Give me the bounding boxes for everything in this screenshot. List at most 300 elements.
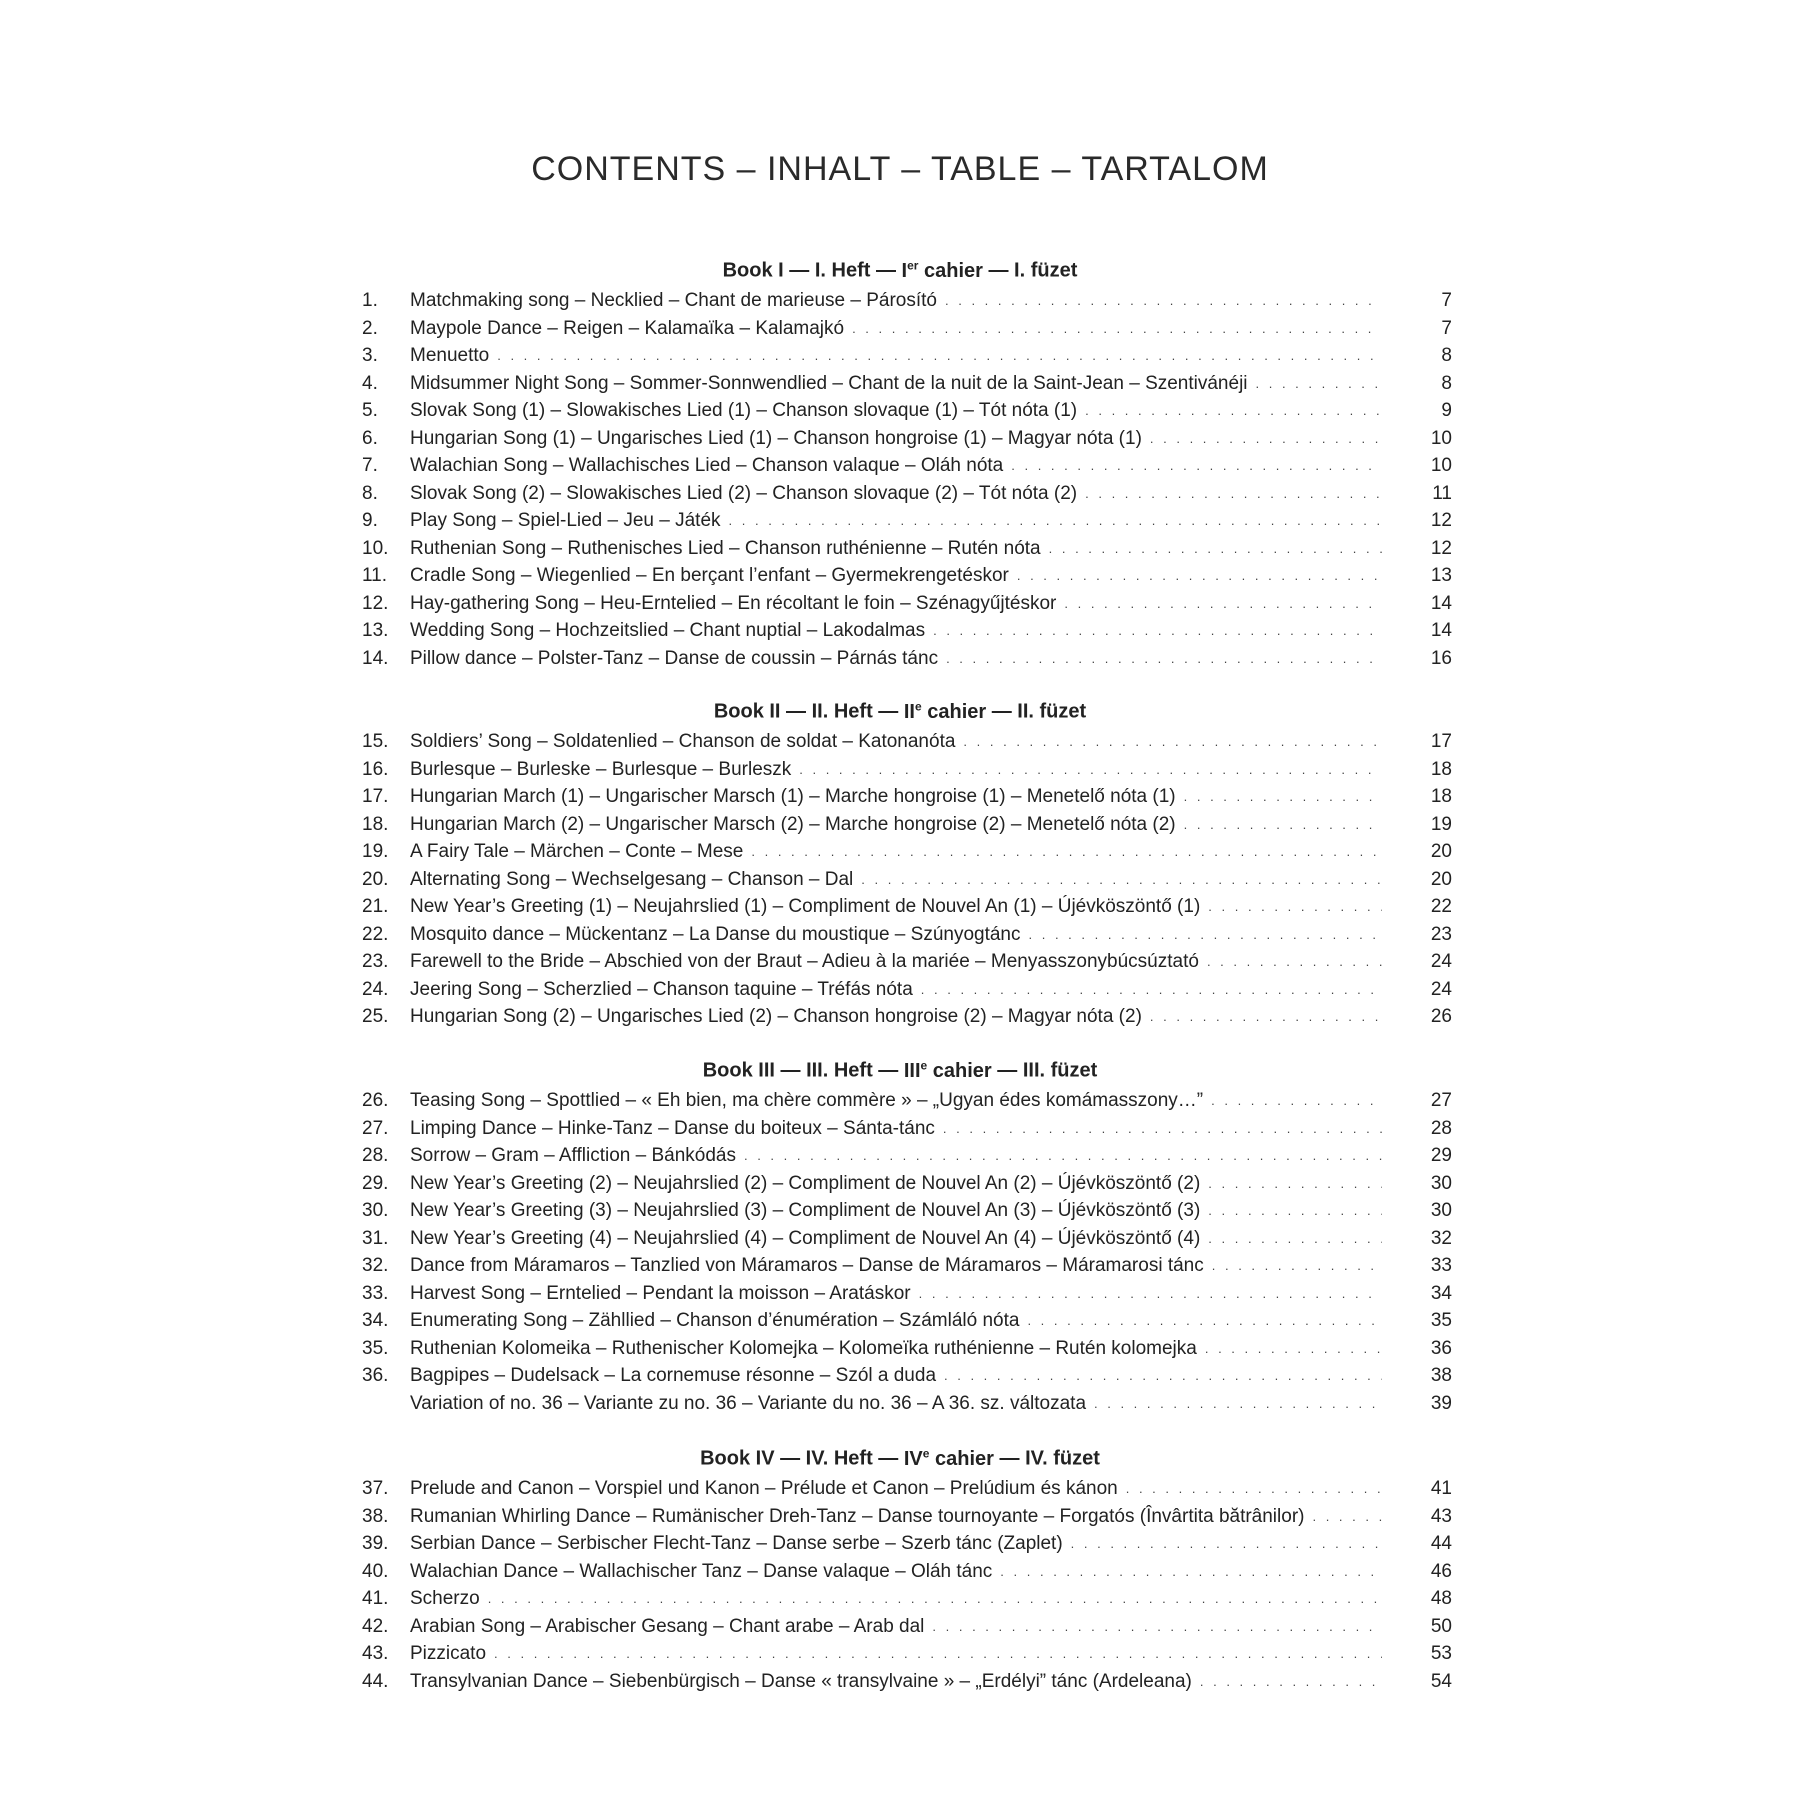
entry-title-line [410,1668,1382,1696]
book-heading-sep: — [988,259,1009,282]
entry-page-number: 12 [1430,510,1452,531]
entry-title: Serbian Dance – Serbischer Flecht-Tanz – Danse serbe – Szerb tánc (Zaplet) [410,1530,1071,1558]
book-heading-sep: — [878,700,899,723]
dot-leader [963,728,1382,756]
dot-leader [1211,1087,1382,1115]
contents-entry[interactable] [362,425,1452,453]
entry-number: 41. [362,1588,389,1609]
entry-title: Hungarian March (1) – Ungarischer Marsch (1) – Marche hongroise (1) – Menetelő nóta (1) [410,783,1184,811]
entry-number: 24. [362,978,389,1000]
dot-leader [1071,1530,1382,1558]
contents-entry[interactable] [362,1335,1452,1363]
book-heading-book: Book II [713,700,781,723]
dot-leader [1000,1558,1382,1586]
entry-title: Teasing Song – Spottlied – « Eh bien, ma chère commère » – „Ugyan édes komámasszony…” [410,1087,1211,1115]
dot-leader [919,1280,1382,1308]
dot-leader [933,617,1382,645]
contents-entry[interactable] [362,617,1452,645]
contents-entry[interactable] [362,1475,1452,1503]
dot-leader [943,1115,1382,1143]
entry-number: 13. [362,620,389,641]
entry-number: 30. [362,1200,389,1221]
entry-title: Mosquito dance – Mückentanz – La Danse du moustique – Szúnyogtánc [410,921,1029,949]
entry-page-number: 38 [1430,1365,1452,1386]
entry-title-line [410,535,1382,563]
contents-entry[interactable] [362,838,1452,866]
entry-number: 2. [362,317,378,339]
entry-title: Hay-gathering Song – Heu-Erntelied – En récoltant le foin – Szénagyűjtéskor [410,590,1064,618]
cahier-word: cahier [921,700,987,723]
entry-number: 11. [362,565,388,586]
entry-page-number: 26 [1430,1006,1452,1027]
entry-number: 35. [362,1337,389,1359]
entry-number: 8. [362,482,378,504]
entry-page-number: 36 [1430,1337,1452,1359]
entry-title: Hungarian Song (2) – Ungarisches Lied (2) – Chanson hongroise (2) – Magyar nóta (2) [410,1003,1150,1031]
page-title: CONTENTS – INHALT – TABLE – TARTALOM [531,150,1269,188]
dot-leader [1150,1003,1382,1031]
entry-page-number: 30 [1430,1200,1452,1221]
entry-number: 18. [362,813,389,835]
entry-page-number: 10 [1430,455,1452,476]
entry-page-number: 35 [1430,1310,1452,1331]
dot-leader [1085,480,1382,508]
entry-title: Pillow dance – Polster-Tanz – Danse de coussin – Párnás tánc [410,645,946,673]
entry-title: Farewell to the Bride – Abschied von der Braut – Adieu à la mariée – Menyasszonybúcsúztató [410,948,1207,976]
book-heading-sep: — [991,700,1012,723]
entry-title-line [410,617,1382,645]
entry-number: 5. [362,400,378,421]
entry-title: Scherzo [410,1585,488,1613]
contents-entry[interactable] [362,1530,1452,1558]
entry-title-line [410,1362,1382,1390]
contents-entry[interactable] [362,315,1452,343]
dot-leader [1126,1475,1382,1503]
contents-entry[interactable] [362,590,1452,618]
entry-title-line [410,645,1382,673]
entry-title-line [410,921,1382,949]
dot-leader [497,342,1382,370]
entry-page-number: 9 [1441,400,1452,421]
entry-title: Maypole Dance – Reigen – Kalamaïka – Kalamajkó [410,315,852,343]
dot-leader [488,1585,1382,1613]
book-entry-list [362,728,1452,1031]
entry-title: Matchmaking song – Necklied – Chant de marieuse – Párosító [410,287,945,315]
entry-page-number: 28 [1430,1117,1452,1139]
dot-leader [1011,452,1382,480]
entry-title: Alternating Song – Wechselgesang – Chanson – Dal [410,866,861,894]
entry-title: Prelude and Canon – Vorspiel und Kanon – Prélude et Canon – Prelúdium és kánon [410,1475,1126,1503]
contents-entry[interactable] [362,397,1452,425]
entry-title-line [410,1585,1382,1613]
entry-number: 40. [362,1560,389,1582]
dot-leader [1212,1252,1382,1280]
entry-page-number: 24 [1430,951,1452,972]
book-heading-sep: — [997,1059,1018,1082]
entry-number: 21. [362,896,389,917]
entry-number: 23. [362,951,389,972]
entry-page-number: 20 [1430,868,1452,890]
dot-leader [1029,921,1383,949]
contents-entry[interactable] [362,287,1452,315]
book-heading-fuzet: II. füzet [1017,700,1087,723]
contents-entry[interactable] [362,1252,1452,1280]
book-heading-cahier [904,1060,992,1082]
entry-title-line [410,1503,1382,1531]
book-heading-sep: — [875,259,896,282]
entry-title-line [410,1613,1382,1641]
entry-title-line [410,976,1382,1004]
cahier-word: cahier [918,259,983,282]
contents-entry[interactable] [362,893,1452,921]
entry-number: 3. [362,345,378,366]
entry-number: 39. [362,1533,389,1554]
entry-page-number: 14 [1430,620,1452,641]
entry-page-number: 7 [1441,290,1452,311]
book-heading-sep: — [878,1447,899,1470]
contents-entry[interactable] [362,370,1452,398]
entry-title: Play Song – Spiel-Lied – Jeu – Játék [410,507,729,535]
entry-number: 6. [362,427,378,449]
entry-title-line [410,838,1382,866]
book-heading-fuzet: IV. füzet [1025,1447,1100,1470]
contents-entry[interactable] [362,1225,1452,1253]
cahier-numeral: II [903,700,915,723]
contents-entry[interactable] [362,480,1452,508]
entry-title-line [410,287,1382,315]
contents-entry[interactable] [362,1307,1452,1335]
entry-number: 38. [362,1505,389,1527]
dot-leader [1027,1307,1382,1335]
entry-number: 25. [362,1006,389,1027]
entry-title-line [410,1142,1382,1170]
entry-page-number: 50 [1430,1615,1452,1637]
entry-page-number: 23 [1430,923,1452,945]
entry-title-line [410,756,1382,784]
dot-leader [852,315,1382,343]
contents-entry[interactable] [362,1087,1452,1115]
entry-page-number: 10 [1430,427,1452,449]
entry-number: 7. [362,455,378,476]
entry-page-number: 17 [1430,731,1452,752]
entry-title-line [410,1170,1382,1198]
book-heading-book: Book III [702,1059,775,1082]
entry-title-line [410,1252,1382,1280]
book-heading-sep: — [789,259,810,282]
entry-title: Variation of no. 36 – Variante zu no. 36 – Variante du no. 36 – A 36. sz. változata [410,1390,1094,1418]
entry-page-number: 48 [1430,1588,1452,1609]
entry-number: 33. [362,1282,389,1304]
contents-entry[interactable] [362,811,1452,839]
entry-number: 36. [362,1365,389,1386]
book-heading-heft: III. Heft [806,1059,873,1082]
dot-leader [1049,535,1382,563]
entry-title: New Year’s Greeting (1) – Neujahrslied (1) – Compliment de Nouvel An (1) – Újévköszöntő (1) [410,893,1208,921]
entry-page-number: 12 [1430,537,1452,559]
entry-title-line [410,562,1382,590]
book-heading [0,1058,1800,1083]
entry-number: 4. [362,372,378,394]
entry-title: Enumerating Song – Zähllied – Chanson d’énumération – Számláló nóta [410,1307,1027,1335]
entry-page-number: 44 [1430,1533,1452,1554]
contents-entry[interactable] [362,452,1452,480]
dot-leader [1208,1170,1382,1198]
entry-title: Ruthenian Kolomeika – Ruthenischer Kolomejka – Kolomeïka ruthénienne – Rutén kolomejka [410,1335,1205,1363]
book-heading-cahier [902,260,983,282]
dot-leader [945,287,1382,315]
contents-entry[interactable] [362,507,1452,535]
book-heading-book: Book IV [700,1447,775,1470]
dot-leader [1312,1503,1382,1531]
entry-title: Limping Dance – Hinke-Tanz – Danse du boiteux – Sánta-tánc [410,1115,943,1143]
entry-title-line [410,1225,1382,1253]
entry-page-number: 43 [1430,1505,1452,1527]
entry-title-line [410,1197,1382,1225]
contents-entry[interactable] [362,756,1452,784]
entry-number: 16. [362,758,389,780]
contents-entry[interactable] [362,1362,1452,1390]
entry-page-number: 33 [1430,1255,1452,1276]
contents-entry[interactable] [362,976,1452,1004]
entry-title: Dance from Máramaros – Tanzlied von Máramaros – Danse de Máramaros – Máramarosi tánc [410,1252,1212,1280]
entry-title-line [410,811,1382,839]
entry-page-number: 46 [1430,1560,1452,1582]
cahier-superscript: er [907,258,919,272]
entry-page-number: 18 [1430,758,1452,780]
entry-title-line [410,507,1382,535]
book-heading [0,258,1800,283]
entry-page-number: 41 [1430,1478,1452,1499]
entry-page-number: 8 [1441,345,1452,366]
entry-page-number: 24 [1430,978,1452,1000]
entry-title-line [410,1087,1382,1115]
contents-entry[interactable] [362,1170,1452,1198]
entry-title: Slovak Song (2) – Slowakisches Lied (2) – Chanson slovaque (2) – Tót nóta (2) [410,480,1085,508]
entry-title-line [410,783,1382,811]
contents-entry[interactable] [362,921,1452,949]
dot-leader [1094,1390,1382,1418]
entry-page-number: 16 [1430,647,1452,669]
entry-page-number: 22 [1430,896,1452,917]
contents-entry[interactable] [362,1503,1452,1531]
dot-leader [1150,425,1382,453]
book-heading-sep: — [999,1447,1020,1470]
book-heading-sep: — [878,1059,899,1082]
contents-entry[interactable] [362,1640,1452,1668]
entry-title: Midsummer Night Song – Sommer-Sonnwendlied – Chant de la nuit de la Saint-Jean – Szentivánéji [410,370,1256,398]
entry-title: A Fairy Tale – Märchen – Conte – Mese [410,838,751,866]
entry-number: 19. [362,841,389,862]
entry-title: Slovak Song (1) – Slowakisches Lied (1) – Chanson slovaque (1) – Tót nóta (1) [410,397,1085,425]
dot-leader [946,645,1382,673]
entry-title: Pizzicato [410,1640,494,1668]
contents-entry[interactable] [362,1390,1452,1418]
entry-title-line [410,1307,1382,1335]
dot-leader [751,838,1382,866]
book-heading-book: Book I [722,259,784,282]
entry-page-number: 34 [1430,1282,1452,1304]
book-heading-fuzet: III. füzet [1022,1059,1098,1082]
entry-title: Ruthenian Song – Ruthenisches Lied – Chanson ruthénienne – Rutén nóta [410,535,1049,563]
entry-title: Walachian Song – Wallachisches Lied – Chanson valaque – Oláh nóta [410,452,1011,480]
entry-page-number: 32 [1430,1227,1452,1249]
entry-page-number: 13 [1430,565,1452,586]
entry-title: Burlesque – Burleske – Burlesque – Burleszk [410,756,799,784]
cahier-superscript: e [914,699,922,713]
entry-title-line [410,1390,1382,1418]
cahier-numeral: IV [903,1447,923,1470]
entry-title-line [410,315,1382,343]
entry-title-line [410,893,1382,921]
entry-title: Hungarian Song (1) – Ungarisches Lied (1) – Chanson hongroise (1) – Magyar nóta (1) [410,425,1150,453]
entry-title-line [410,1475,1382,1503]
contents-entry[interactable] [362,645,1452,673]
cahier-superscript: e [922,1446,930,1460]
cahier-numeral: I [901,259,908,282]
book-heading-heft: IV. Heft [805,1447,873,1470]
entry-page-number: 8 [1441,372,1452,394]
dot-leader [494,1640,1382,1668]
dot-leader [1184,811,1382,839]
entry-number: 37. [362,1478,389,1499]
entry-title: New Year’s Greeting (4) – Neujahrslied (4) – Compliment de Nouvel An (4) – Újévköszöntő (4) [410,1225,1208,1253]
contents-entry[interactable] [362,1613,1452,1641]
dot-leader [799,756,1382,784]
entry-number: 9. [362,510,378,531]
cahier-superscript: e [920,1058,928,1072]
entry-title-line [410,370,1382,398]
cahier-numeral: III [903,1059,921,1082]
entry-page-number: 27 [1430,1090,1452,1111]
entry-title-line [410,1115,1382,1143]
dot-leader [1256,370,1382,398]
entry-title: Menuetto [410,342,497,370]
book-heading-cahier [904,1448,994,1470]
contents-entry[interactable] [362,1003,1452,1031]
dot-leader [861,866,1382,894]
contents-entry[interactable] [362,948,1452,976]
dot-leader [729,507,1382,535]
contents-entry[interactable] [362,866,1452,894]
entry-title: Soldiers’ Song – Soldatenlied – Chanson de soldat – Katonanóta [410,728,963,756]
entry-page-number: 7 [1441,317,1452,339]
contents-entry[interactable] [362,562,1452,590]
dot-leader [1207,948,1382,976]
entry-number: 28. [362,1145,389,1166]
contents-entry[interactable] [362,728,1452,756]
entry-title-line [410,480,1382,508]
entry-title-line [410,728,1382,756]
dot-leader [944,1362,1382,1390]
entry-title: Sorrow – Gram – Affliction – Bánkódás [410,1142,744,1170]
entry-title-line [410,590,1382,618]
contents-entry[interactable] [362,535,1452,563]
dot-leader [1017,562,1382,590]
entry-page-number: 11 [1432,482,1452,504]
entry-title-line [410,1530,1382,1558]
dot-leader [1184,783,1382,811]
dot-leader [1085,397,1382,425]
entry-page-number: 39 [1430,1392,1452,1414]
entry-title-line [410,452,1382,480]
contents-entry[interactable] [362,1668,1452,1696]
dot-leader [1208,893,1382,921]
entry-number: 34. [362,1310,389,1331]
entry-number: 31. [362,1227,389,1249]
entry-title-line [410,1003,1382,1031]
entry-number: 20. [362,868,389,890]
entry-page-number: 19 [1430,813,1452,835]
entry-number: 12. [362,592,389,614]
dot-leader [1064,590,1382,618]
entry-number: 43. [362,1643,389,1664]
entry-title-line [410,948,1382,976]
book-heading-sep: — [786,700,807,723]
entry-title: New Year’s Greeting (3) – Neujahrslied (3) – Compliment de Nouvel An (3) – Újévköszöntő (3) [410,1197,1208,1225]
dot-leader [921,976,1382,1004]
cahier-word: cahier [927,1059,992,1082]
entry-title: New Year’s Greeting (2) – Neujahrslied (2) – Compliment de Nouvel An (2) – Újévköszöntő (2) [410,1170,1208,1198]
entry-title-line [410,1280,1382,1308]
book-heading [0,1446,1800,1471]
entry-number: 26. [362,1090,389,1111]
book-heading-cahier [904,701,986,723]
entry-number: 22. [362,923,389,945]
entry-page-number: 29 [1430,1145,1452,1166]
contents-entry[interactable] [362,1115,1452,1143]
entry-number: 29. [362,1172,389,1194]
entry-title-line [410,342,1382,370]
contents-entry[interactable] [362,1142,1452,1170]
book-heading-sep: — [780,1059,801,1082]
book-heading-sep: — [780,1447,801,1470]
contents-entry[interactable] [362,1280,1452,1308]
entry-page-number: 18 [1430,786,1452,807]
entry-number: 14. [362,647,389,669]
entry-page-number: 30 [1430,1172,1452,1194]
dot-leader [1205,1335,1382,1363]
entry-title: Arabian Song – Arabischer Gesang – Chant arabe – Arab dal [410,1613,932,1641]
entry-number: 44. [362,1670,389,1692]
dot-leader [932,1613,1382,1641]
entry-title: Cradle Song – Wiegenlied – En berçant l’enfant – Gyermekrengetéskor [410,562,1017,590]
entry-page-number: 20 [1430,841,1452,862]
entry-number: 17. [362,786,389,807]
contents-entry[interactable] [362,1585,1452,1613]
contents-entry[interactable] [362,342,1452,370]
entry-title: Walachian Dance – Wallachischer Tanz – Danse valaque – Oláh tánc [410,1558,1000,1586]
entry-title-line [410,425,1382,453]
contents-entry[interactable] [362,1197,1452,1225]
entry-title-line [410,866,1382,894]
entry-title: Rumanian Whirling Dance – Rumänischer Dreh-Tanz – Danse tournoyante – Forgatós (Învârtita bătrânilor) [410,1503,1312,1531]
entry-title: Bagpipes – Dudelsack – La cornemuse résonne – Szól a duda [410,1362,944,1390]
entry-number: 27. [362,1117,389,1139]
entry-number: 1. [362,290,378,311]
book-heading-fuzet: I. füzet [1014,259,1078,282]
entry-page-number: 53 [1430,1643,1452,1664]
entry-title: Hungarian March (2) – Ungarischer Marsch (2) – Marche hongroise (2) – Menetelő nóta (2) [410,811,1184,839]
entry-title-line [410,397,1382,425]
contents-entry[interactable] [362,783,1452,811]
entry-title-line [410,1335,1382,1363]
entry-title: Jeering Song – Scherzlied – Chanson taquine – Tréfás nóta [410,976,921,1004]
contents-entry[interactable] [362,1558,1452,1586]
entry-title: Harvest Song – Erntelied – Pendant la moisson – Aratáskor [410,1280,919,1308]
dot-leader [1208,1225,1382,1253]
entry-title-line [410,1640,1382,1668]
entry-title: Wedding Song – Hochzeitslied – Chant nuptial – Lakodalmas [410,617,933,645]
